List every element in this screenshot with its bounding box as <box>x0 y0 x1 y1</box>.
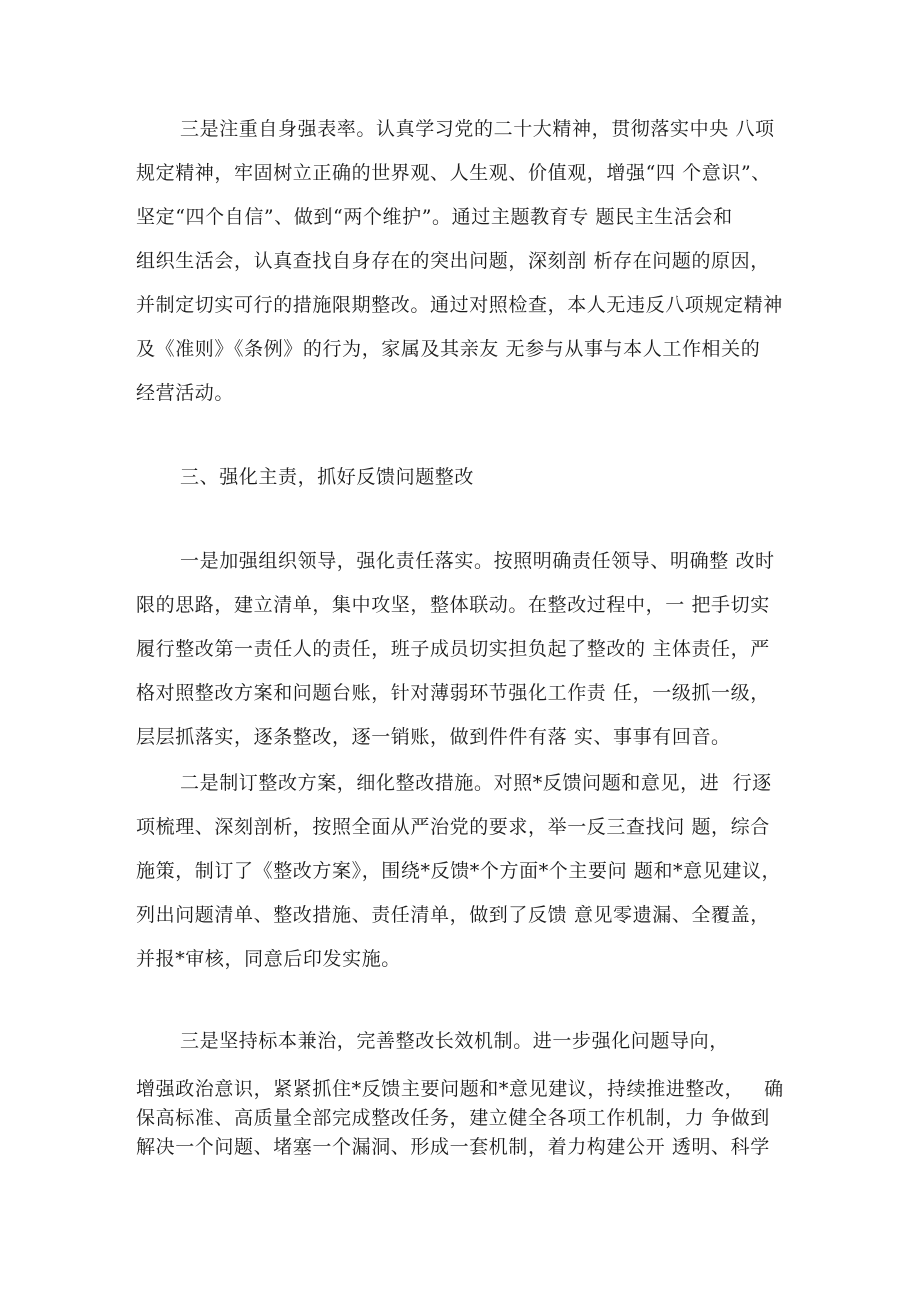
paragraph-line: 一是加强组织领导，强化责任落实。按照明确责任领导、明确整 改时 <box>180 550 775 572</box>
paragraph-line: 并报*审核，同意后印发实施。 <box>136 948 401 970</box>
paragraph-line: 保高标准、高质量全部完成整改任务，建立健全各项工作机制，力 争做到 <box>136 1107 770 1129</box>
paragraph-line: 经营活动。 <box>136 382 235 404</box>
paragraph-line: 项梳理、深刻剖析，按照全面从严治党的要求，举一反三查找问 题，综合 <box>136 816 770 838</box>
paragraph-line: 三是坚持标本兼治，完善整改长效机制。进一步强化问题导向， <box>180 1030 729 1052</box>
paragraph-line: 增强政治意识，紧紧抓住*反馈主要问题和*意见建议，持续推进整改， 确 <box>136 1078 784 1100</box>
paragraph-line: 施策，制订了《整改方案》，围绕*反馈*个方面*个主要问 题和*意见建议， <box>136 860 782 882</box>
paragraph-line: 限的思路，建立清单，集中攻坚，整体联动。在整改过程中，一 把手切实 <box>136 594 770 616</box>
paragraph-line: 二是制订整改方案，细化整改措施。对照*反馈问题和意见，进 行逐 <box>180 772 772 794</box>
paragraph-line: 并制定切实可行的措施限期整改。通过对照检查，本人无违反八项规定精神 <box>136 294 783 316</box>
paragraph-line: 及《准则》《条例》的行为，家属及其亲友 无参与从事与本人工作相关的 <box>136 338 761 360</box>
paragraph-line: 三是注重自身强表率。认真学习党的二十大精神，贯彻落实中央 八项 <box>180 118 775 140</box>
paragraph-line: 解决一个问题、堵塞一个漏洞、形成一套机制，着力构建公开 透明、科学 <box>136 1136 770 1158</box>
paragraph-line: 格对照整改方案和问题台账，针对薄弱环节强化工作责 任，一级抓一级， <box>136 682 770 704</box>
paragraph-line: 规定精神，牢固树立正确的世界观、人生观、价值观，增强“四 个意识”、 <box>136 162 771 184</box>
paragraph-line: 层层抓落实，逐条整改，逐一销账，做到件件有落 实、事事有回音。 <box>136 726 731 748</box>
paragraph-line: 履行整改第一责任人的责任，班子成员切实担负起了整改的 主体责任，严 <box>136 638 770 660</box>
paragraph-line: 列出问题清单、整改措施、责任清单，做到了反馈 意见零遗漏、全覆盖， <box>136 904 770 926</box>
paragraph-line: 坚定“四个自信”、做到“两个维护”。通过主题教育专 题民主生活会和 <box>136 206 733 228</box>
section-heading: 三、强化主责，抓好反馈问题整改 <box>180 466 475 488</box>
paragraph-line: 组织生活会，认真查找自身存在的突出问题，深刻剖 析存在问题的原因， <box>136 250 770 272</box>
